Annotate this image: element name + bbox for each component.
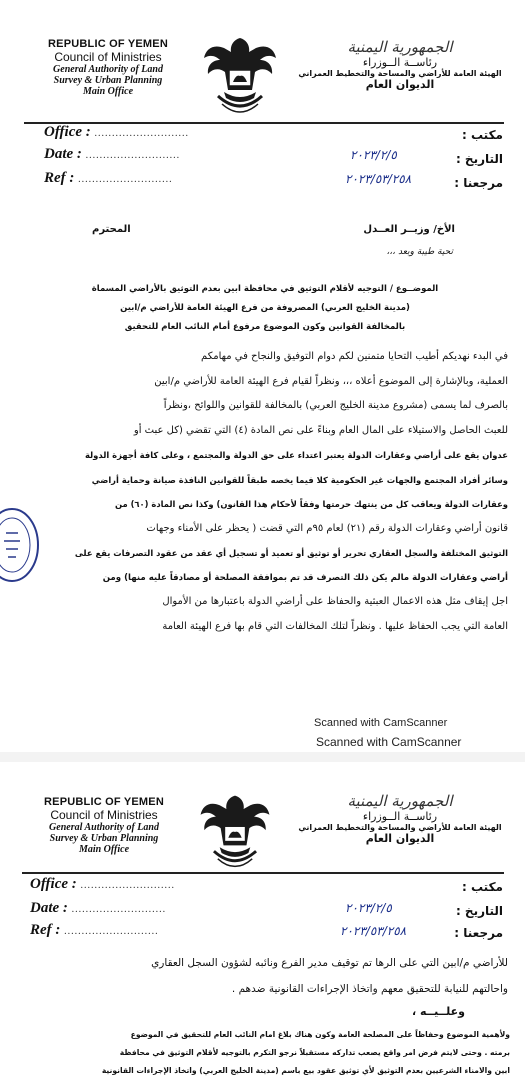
greeting: تحية طيبة وبعد ،،، xyxy=(386,247,453,257)
letterhead-ar-authority: الهيئة العامة للأراضي والمساحة والتخطيط العمراني xyxy=(298,823,502,832)
date-label: Date : xyxy=(44,146,82,162)
honorific: المحترم xyxy=(92,224,131,235)
subject-label: الموضــوع / xyxy=(389,284,439,294)
letterhead-authority: General Authority of Land xyxy=(53,64,163,75)
arabic-letterhead xyxy=(290,38,510,91)
ref-field: Ref : ........................... xyxy=(30,922,159,938)
letter-body xyxy=(38,345,508,639)
body-line: للعبث الحاصل والاستيلاء على المال العام وبناءً على نص المادة (٤) التي تقضي (كل عبث أو xyxy=(133,424,508,436)
handwritten-date: ٢٠٢٣/٢/٥ xyxy=(350,148,397,162)
body-line: للأراضي م/ابين التي على الرها تم توقيف مدير الفرع ونائبه لشؤون السجل العقاري xyxy=(151,957,508,969)
letterhead-survey: Survey & Urban Planning xyxy=(49,833,159,844)
body-line: بالصرف لما يسمى (مشروع مدينة الخليج العربي) بالمخالفة للقوانين واللوائح ،ونظراً xyxy=(163,400,508,411)
ar-ref-label: مرجعنا : xyxy=(454,926,503,940)
body-line: وسائر أفراد المجتمع والجهات غير الحكومية كلا فيما يخصه طبقاً للقوانين النافذة صيانة وحماية أراضي xyxy=(91,474,508,485)
ar-office-label: مكتب : xyxy=(462,128,503,142)
letterhead-office: Main Office xyxy=(82,86,134,97)
body-line: برمته . وحتى لايتم فرض امر واقع يصعب تداركه مستقبلاً نرجو التكرم بالتوجيه لأقلام التوثيق في محافظة xyxy=(119,1048,510,1057)
subject-line-2: (مدينة الخليج العربي) المصروفة من فرع الهيئة العامة للأراضي م/ابين xyxy=(120,303,410,313)
subject-line-3: بالمخالفة القوانين وكون الموضوع مرفوع أمام النائب العام للتحقيق xyxy=(124,322,406,332)
body-line: واحالتهم للنيابة للتحقيق معهم واتخاذ الإجراءات القانونية ضدهم . xyxy=(231,983,508,995)
conclusion-heading: وعلــيــه ، xyxy=(411,1005,465,1018)
letterhead-ar-office: الديوان العام xyxy=(365,832,435,845)
ar-date-label: التاريخ : xyxy=(455,152,503,166)
english-letterhead xyxy=(28,38,188,97)
body-line: وعقارات الدولة ويعاقب كل من ينتهك حرمتها وفقاً لأحكام هذا القانون) وكذا نص المادة (٦٠) من xyxy=(114,499,508,509)
letterhead-ar-office: الديوان العام xyxy=(365,78,435,91)
conclusion-text xyxy=(20,1026,510,1080)
office-label: Office : xyxy=(44,124,91,140)
english-letterhead xyxy=(24,796,184,855)
body-line: أراضي وعقارات الدولة مالم يكن ذلك التصرف قد تم بموافقة المصلحة أو مصادقاً عليه منها) ومن xyxy=(102,572,508,583)
letterhead-ar-authority: الهيئة العامة للأراضي والمساحة والتخطيط العمراني xyxy=(298,69,502,78)
office-field: Office : ........................... xyxy=(44,124,190,140)
body-line: التوثيق المختلفة والسجل العقاري تحرير أو توثيق أو تعميد أو تسجيل أي عقد من عقود التصرفات يقع على xyxy=(74,548,508,558)
letterhead-ar-ministries: رئاســة الــوزراء xyxy=(362,56,438,69)
ref-field: Ref : ........................... xyxy=(44,170,173,186)
yemen-eagle-emblem-icon xyxy=(200,30,280,122)
letterhead-office: Main Office xyxy=(78,844,130,855)
date-label: Date : xyxy=(30,900,68,916)
body-line: اجل إيقاف مثل هذه الاعمال العبثية والحفاظ على أراضي الدولة باعتبارها من الأموال xyxy=(162,596,508,607)
letterhead-ar-republic: الجمهورية اليمنية xyxy=(347,792,453,810)
camscanner-watermark: Scanned with CamScanner xyxy=(314,717,448,729)
header-rule xyxy=(22,872,504,874)
ar-ref-label: مرجعنا : xyxy=(454,176,503,190)
ref-label: Ref : xyxy=(44,170,75,186)
ar-office-label: مكتب : xyxy=(462,880,503,894)
letterhead-ar-ministries: رئاســة الــوزراء xyxy=(362,810,438,823)
letter-page-2 xyxy=(0,762,525,1080)
handwritten-ref: ٢٠٢٣/٥٣/٢٥٨ xyxy=(345,172,412,186)
body-line: عدوان يقع على أراضي وعقارات الدولة يعتبر اعتداء على حق الدولة والمجتمع ، وعلى كافة أجهزة الدولة xyxy=(84,450,508,460)
letterhead-survey: Survey & Urban Planning xyxy=(53,75,163,86)
subject-line-1: التوجيه لأقلام التوثيق في محافظة ابين بعدم التوثيق بالأراضي المسماة xyxy=(91,284,387,294)
date-field: Date : ........................... xyxy=(44,146,181,162)
body-line: العامة التي يجب الحفاظ عليها . ونظراً لتلك المخالفات التي قام بها فرع الهيئة العامة xyxy=(162,620,508,632)
letterhead-authority: General Authority of Land xyxy=(49,822,159,833)
body-line: ابين والامناء الشرعيين بعدم التوثيق لأي توثيق عقود بيع باسم (مدينة الخليج العربي) واتخاذ الإجراءات القانونية xyxy=(101,1066,510,1075)
addressee: الأخ/ وزيــر العــدل xyxy=(363,224,455,235)
date-field: Date : ........................... xyxy=(30,900,167,916)
arabic-letterhead xyxy=(290,792,510,845)
ref-label: Ref : xyxy=(30,922,61,938)
letterhead-council: Council of Ministries xyxy=(50,808,158,822)
body-line: قانون أراضي وعقارات الدولة رقم (٢١) لعام ٩٥م التي قضت ( يحظر على الأمناء وجهات xyxy=(146,522,508,534)
letterhead-council: Council of Ministries xyxy=(54,50,162,64)
page-separator xyxy=(0,752,525,762)
body-line: العملية، وبالإشارة إلى الموضوع أعلاه ،،، ونظراً لقيام فرع الهيئة العامة للأراضي م/ابين xyxy=(154,375,508,387)
handwritten-date: ٢٠٢٣/٢/٥ xyxy=(345,901,392,915)
official-stamp-icon xyxy=(0,505,40,585)
body-line: ولأهمية الموضوع وحفاظاً على المصلحة العامة وكون هناك بلاغ امام النائب العام للتحقيق في الموضوع xyxy=(130,1030,510,1039)
yemen-eagle-emblem-icon xyxy=(196,788,274,876)
letterhead-country: REPUBLIC OF YEMEN xyxy=(44,796,164,808)
letterhead-country: REPUBLIC OF YEMEN xyxy=(48,38,168,50)
letterhead-ar-republic: الجمهورية اليمنية xyxy=(347,38,453,56)
ar-date-label: التاريخ : xyxy=(455,904,503,918)
camscanner-watermark: Scanned with CamScanner xyxy=(316,735,462,749)
handwritten-ref: ٢٠٢٣/٥٣/٢٥٨ xyxy=(340,924,407,938)
office-field: Office : ........................... xyxy=(30,876,176,892)
subject-block xyxy=(20,280,510,337)
body-line: في البدء نهديكم أطيب التحايا متمنين لكم دوام التوفيق والنجاح في مهامكم xyxy=(201,351,508,362)
letter-body-continued xyxy=(38,950,508,1002)
office-label: Office : xyxy=(30,876,77,892)
